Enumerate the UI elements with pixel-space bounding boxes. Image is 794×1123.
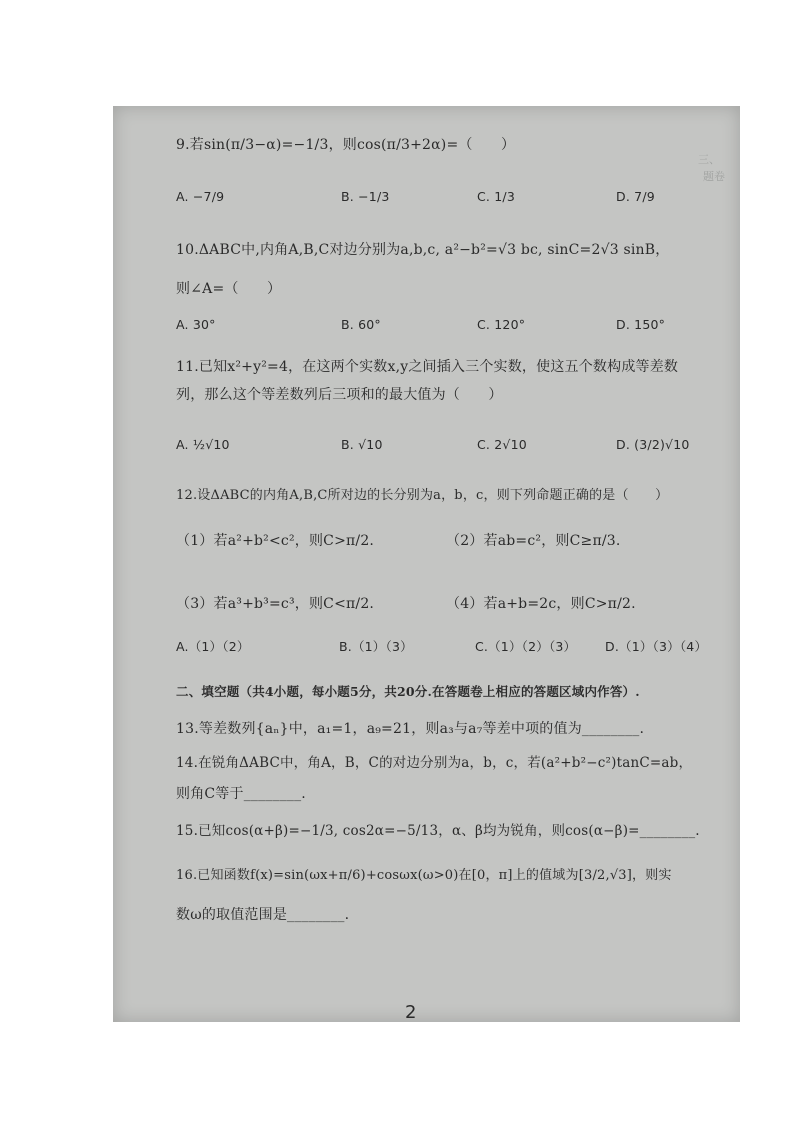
q12-option-c: C.（1）（2）（3） [475,639,577,654]
question-10: 10.ΔABC中,内角A,B,C对边分别为a,b,c, a²−b²=√3 bc, sinC=2√3 sinB， [176,242,670,258]
q9-option-a: A. −7/9 [176,189,225,204]
q10-option-b: B. 60° [341,317,381,332]
question-16: 16.已知函数f(x)=sin(ωx+π/6)+cosωx(ω>0)在[0，π]上的值域为[3/2,√3]，则实 [176,868,672,883]
q12-proposition-4: （4）若a+b=2c，则C>π/2. [446,596,636,612]
bleed-through-text: 题卷 [703,170,725,183]
question-13: 13.等差数列{aₙ}中，a₁=1，a₉=21，则a₃与a₇等差中项的值为________. [176,721,645,737]
q12-proposition-3: （3）若a³+b³=c³，则C<π/2. [176,596,375,612]
q12-option-a: A.（1）（2） [176,639,250,654]
q11-option-d: D. (3/2)√10 [616,437,690,452]
section-2-heading: 二、填空题（共4小题，每小题5分，共20分.在答题卷上相应的答题区域内作答）. [176,684,640,699]
q9-option-c: C. 1/3 [477,189,515,204]
q11-option-a: A. ½√10 [176,437,230,452]
question-16-line2: 数ω的取值范围是________. [176,907,350,923]
q9-option-d: D. 7/9 [616,189,655,204]
page-number: 2 [405,1002,417,1023]
bleed-through-text: 三、 [698,153,720,166]
q11-option-b: B. √10 [341,437,383,452]
q10-option-d: D. 150° [616,317,666,332]
q12-option-d: D.（1）（3）（4） [605,639,708,654]
question-10-line2: 则∠A=（ ） [176,281,282,297]
exam-paper [113,106,740,1022]
question-9: 9.若sin(π/3−α)=−1/3，则cos(π/3+2α)=（ ） [176,137,516,153]
question-11: 11.已知x²+y²=4，在这两个实数x,y之间插入三个实数，使这五个数构成等差数 [176,359,679,375]
question-14: 14.在锐角ΔABC中，角A，B，C的对边分别为a，b，c，若(a²+b²−c²)tanC=ab， [176,755,693,771]
question-14-line2: 则角C等于________. [176,786,306,802]
question-15: 15.已知cos(α+β)=−1/3, cos2α=−5/13，α、β均为锐角，则cos(α−β)=________. [176,823,700,839]
q12-option-b: B.（1）（3） [339,639,413,654]
q11-option-c: C. 2√10 [477,437,527,452]
question-12: 12.设ΔABC的内角A,B,C所对边的长分别为a，b，c，则下列命题正确的是（ ） [176,488,669,503]
question-11-line2: 列，那么这个等差数列后三项和的最大值为（ ） [176,387,503,403]
q9-option-b: B. −1/3 [341,189,390,204]
q12-proposition-2: （2）若ab=c²，则C≥π/3. [446,533,621,549]
q12-proposition-1: （1）若a²+b²<c²，则C>π/2. [176,533,375,549]
q10-option-a: A. 30° [176,317,216,332]
q10-option-c: C. 120° [477,317,526,332]
